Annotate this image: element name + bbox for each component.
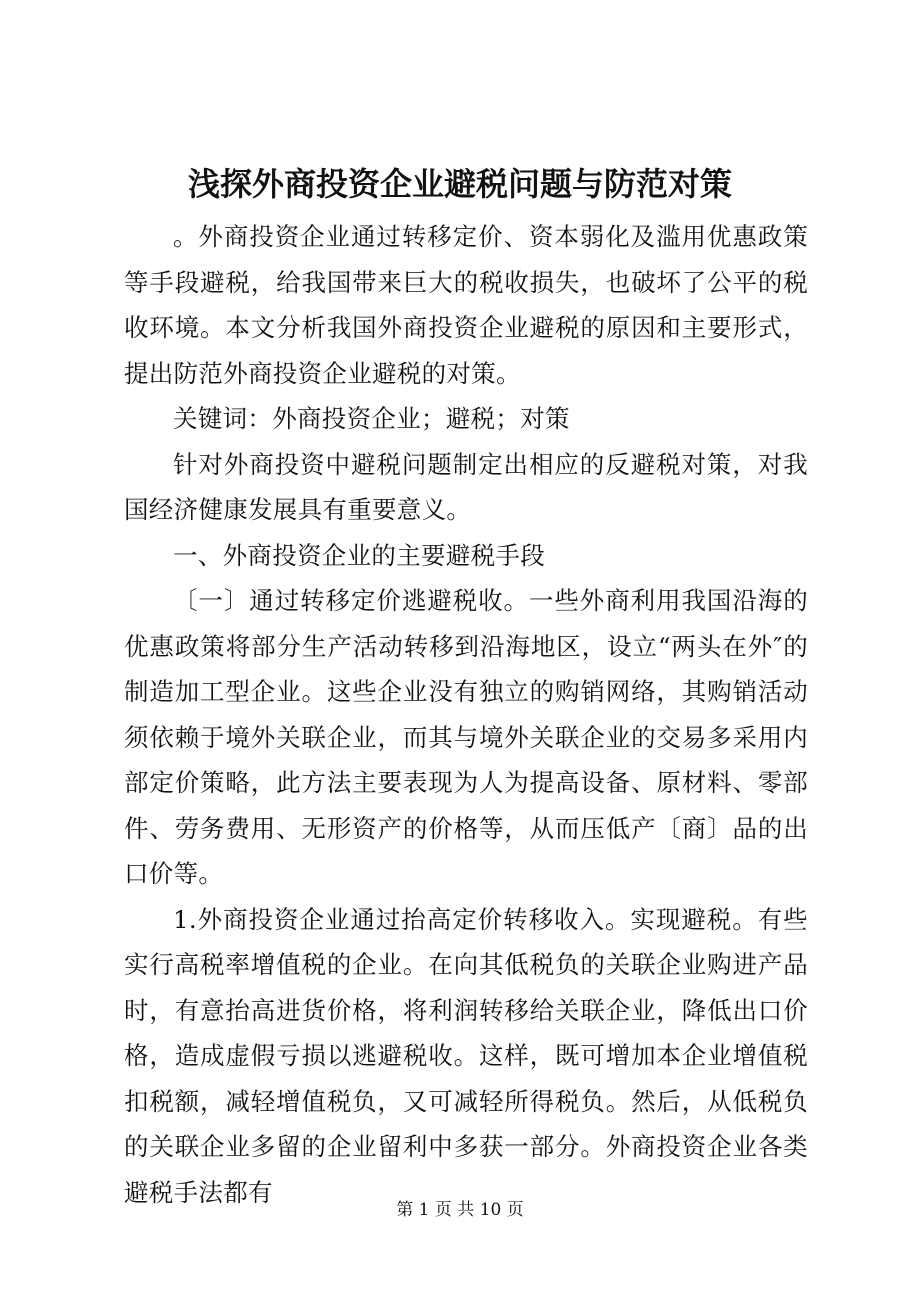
intro-paragraph: 针对外商投资中避税问题制定出相应的反避税对策，对我国经济健康发展具有重要意义。 (124, 449, 808, 524)
subsection-paragraph: 〔一〕通过转移定价逃避税收。一些外商利用我国沿海的优惠政策将部分生产活动转移到沿海地区，设立“两头在外″的制造加工型企业。这些企业没有独立的购销网络，其购销活动须依赖于境外关联企业，而其与境外关联企业的交易多采用内部定价策略，此方法主要表现为人为提高设备、原材料、零部件、劳务费用、无形资产的价格等，从而压低产〔商〕品的出口价等。 (124, 586, 808, 888)
page-number-footer: 第 1 页 共 10 页 (396, 1200, 524, 1220)
section-heading: 一、外商投资企业的主要避税手段 (173, 540, 545, 570)
list-item-paragraph: 1.外商投资企业通过抬高定价转移收入。实现避税。有些实行高税率增值税的企业。在向其低税负的关联企业购进产品时，有意抬高进货价格，将利润转移给关联企业，降低出口价格，造成虚假亏损以逃避税收。这样，既可增加本企业增值税扣税额，减轻增值税负，又可减轻所得税负。然后，从低税负的关联企业多留的企业留利中多获一部分。外商投资企业各类避税手法都有 (124, 904, 808, 1207)
abstract-paragraph: 。外商投资企业通过转移定价、资本弱化及滥用优惠政策等手段避税，给我国带来巨大的税收损失，也破坏了公平的税收环境。本文分析我国外商投资企业避税的原因和主要形式，提出防范外商投资企业避税的对策。 (124, 222, 808, 388)
keywords-paragraph: 关键词：外商投资企业；避税；对策 (173, 404, 570, 433)
document-body (124, 214, 808, 1215)
document-title: 浅探外商投资企业避税问题与防范对策 (187, 165, 732, 203)
